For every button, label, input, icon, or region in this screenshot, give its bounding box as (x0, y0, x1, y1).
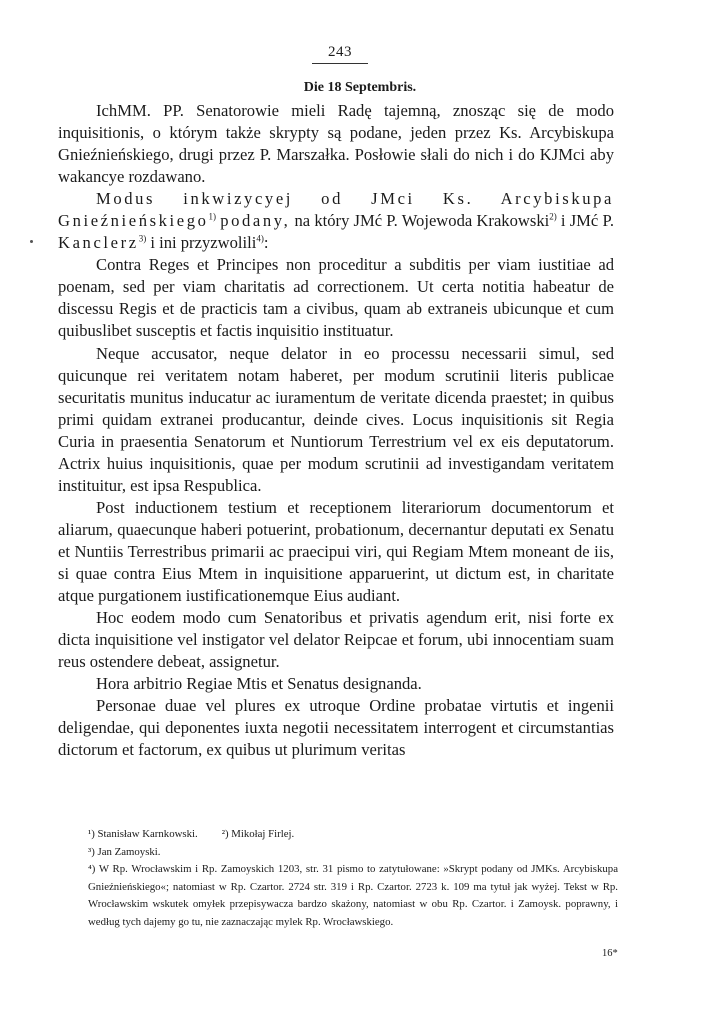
footnote-ref: 3) (138, 233, 147, 244)
paragraph: Neque accusator, neque delator in eo processu necessarii simul, sed quicunque rei veritatem notam haberet, per modum scrutinii literis publicae securitatis munitus inducatur ac iuramentum de veritate dicenda praestet; in quibus primi quidam extranei producantur, deinde cives. Locus inquisitionis sit Regia Curia in praesentia Senatorum et Nuntiorum Terrestrium vel ex eis deputatorum. Actrix huius inquisitionis, quae per modum scrutinii ad investigandam veritatem instituitur, est ipsa Respublica. (58, 343, 614, 495)
paragraph: Hora arbitrio Regiae Mtis et Senatus designanda. (96, 674, 422, 694)
spaced-text: podany, (220, 211, 291, 231)
main-text (58, 100, 614, 761)
footnote-row (88, 826, 618, 844)
margin-mark (30, 240, 33, 243)
paragraph: IchMM. PP. Senatorowie mieli Radę tajemną, znosząc się de modo inquisitionis, o którym także skrypty są podane, jeden przez Ks. Arcybiskupa Gnieźnieńskiego, drugi przez P. Marszałka. Posłowie słali do nich i do KJMci aby wakancye rozdawano. (58, 101, 614, 187)
paragraph-modus (58, 188, 614, 254)
footnote-ref: 2) (549, 211, 557, 222)
inline-text: i ini przyzwolili (146, 233, 257, 253)
footnote-ref: 1) (208, 211, 217, 222)
signature-mark: 16* (602, 948, 618, 959)
inline-text: : (263, 233, 269, 253)
footnote-ref: 4) (256, 233, 264, 244)
footnote-3: ³) Jan Zamoyski. (88, 845, 161, 858)
paragraph: Post inductionem testium et receptionem literariorum documentorum et aliarum, quaecunque haberi potuerint, probationum, decernantur deputati ex Senatu et Nuntiis Terrestribus primarii ac praecipui viri, qui Regiam Mtem moneant de iis, si quae contra Eius Mtem in inquisitione apparuerint, ut dictum est, in charitate atque purgationem iustificationemque Eius audiant. (58, 497, 614, 606)
footnote-4: ⁴) W Rp. Wrocławskim i Rp. Zamoyskich 1203, str. 31 pismo to zatytułowane: »Skrypt podany od JMKs. Arcybiskupa Gnieźnieńskiego«; natomiast w Rp. Czartor. 2724 str. 319 i Rp. Czartor. 2723 k. 109 ma tytuł jak wyżej. Tekst w Rp. Wrocławskim wskutek omyłek przepisywacza bardzo skażony, natomiast w obu Rp. Czartor. i Zamoysk. poprawny, i według tych dajemy go tu, nie zaznaczając mylek Rp. Wrocławskiego. (88, 863, 618, 928)
paragraph: Hoc eodem modo cum Senatoribus et privatis agendum erit, nisi forte ex dicta inquisitione vel instigator vel delator Reipcae et forum, ubi innocentiam suam reus ostendere debeat, assignetur. (58, 608, 614, 672)
page-number: 243 (312, 44, 368, 64)
inline-text: i JMć P. (556, 211, 614, 231)
footnote-2: ²) Mikołaj Firlej. (221, 828, 295, 840)
spaced-text: Kanclerz (58, 233, 139, 253)
paragraph: Contra Reges et Principes non proceditur a subditis per viam iustitiae ad poenam, sed per viam charitatis ad correctionem. Ut certa notitia habeatur de discessu Regis et de practicis tam a civibus, quam ab extraneis ubicunque et cum quibuslibet susceptis et factis inquisitio instituatur. (58, 255, 614, 341)
footnote-1: ¹) Stanisław Karnkowski. (88, 828, 198, 840)
spaced-text: Modus inkwizycyej od JMci Ks. Arcybiskupa Gnieźnieńskiego (58, 189, 614, 231)
footnotes (88, 826, 618, 931)
inline-text: na który JMć P. Wojewoda Krakowski (290, 211, 550, 231)
paragraph: Personae duae vel plures ex utroque Ordine probatae virtutis et ingenii deligendae, qui deponentes iuxta negotii necessitatem interrogent et circumstantias dictorum et factorum, ex quibus ut plurimum veritas (58, 696, 614, 760)
section-title: Die 18 Septembris. (303, 80, 417, 95)
